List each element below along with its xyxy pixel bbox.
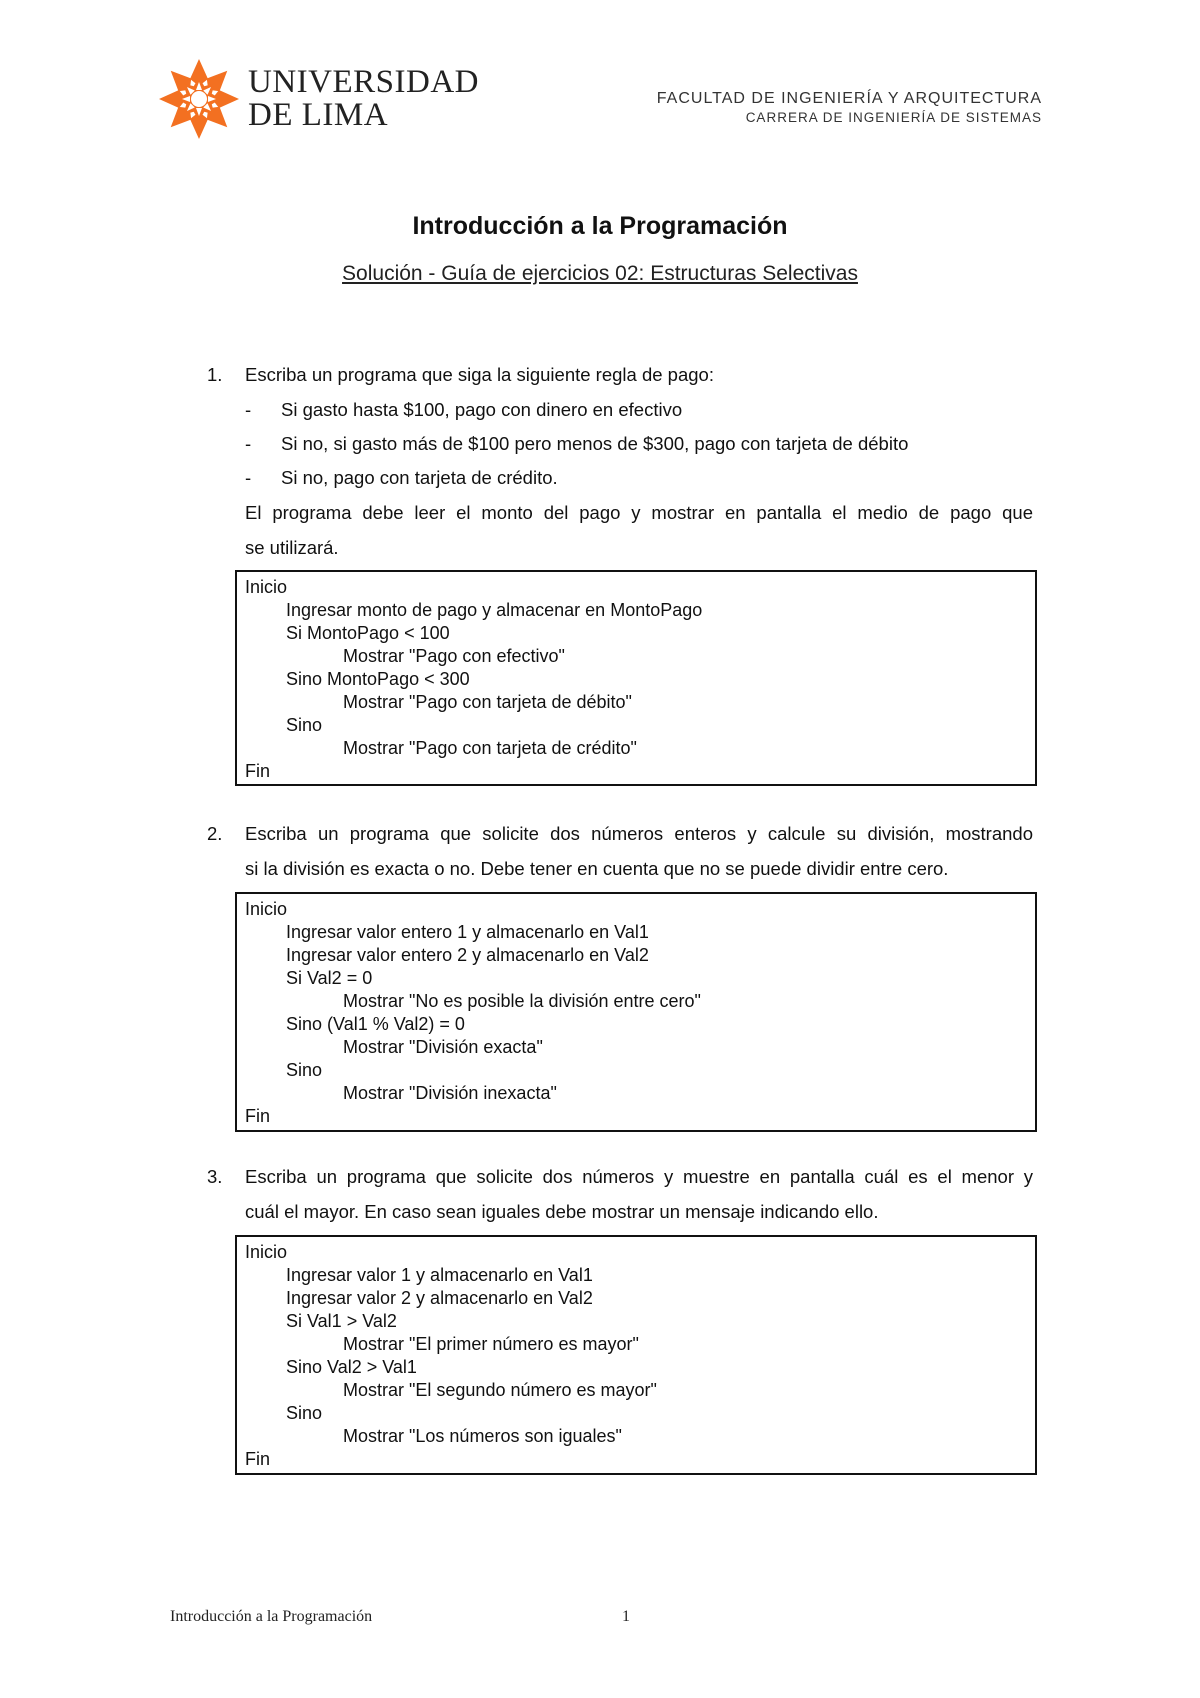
- document-title: Introducción a la Programación: [412, 212, 788, 240]
- exercise-number: 1.: [207, 364, 223, 385]
- pseudocode-box: [235, 570, 1037, 786]
- exercise-text-line: Escriba un programa que solicite dos números enteros y calcule su división, mostrando: [245, 823, 1033, 844]
- bullet-item: Si no, si gasto más de $100 pero menos de $300, pago con tarjeta de débito: [281, 433, 909, 454]
- logo-line-2: DE LIMA: [248, 97, 389, 133]
- code-line: Ingresar valor entero 1 y almacenarlo en Val1: [286, 922, 649, 942]
- bullet-item: Si gasto hasta $100, pago con dinero en efectivo: [281, 399, 683, 420]
- code-line: Inicio: [245, 577, 288, 597]
- code-line: Mostrar "El primer número es mayor": [343, 1334, 639, 1354]
- code-line: Ingresar valor 2 y almacenarlo en Val2: [286, 1288, 593, 1308]
- code-line: Mostrar "División inexacta": [343, 1083, 557, 1103]
- career-name: CARRERA DE INGENIERÍA DE SISTEMAS: [745, 110, 1042, 125]
- code-line: Inicio: [245, 899, 288, 919]
- page-header: [0, 0, 1200, 150]
- exercise-text-line: Escriba un programa que solicite dos números y muestre en pantalla cuál es el menor y: [245, 1166, 1033, 1187]
- code-line: Mostrar "El segundo número es mayor": [343, 1380, 657, 1400]
- pseudocode-box: [235, 1235, 1037, 1475]
- code-line: Fin: [245, 1106, 271, 1126]
- bullet-dash: -: [245, 467, 252, 488]
- exercise-number: 2.: [207, 823, 223, 844]
- bullet-item: Si no, pago con tarjeta de crédito.: [281, 467, 558, 488]
- exercise-closing-line: se utilizará.: [245, 537, 339, 558]
- code-line: Si Val1 > Val2: [286, 1311, 397, 1331]
- faculty-block: [657, 88, 1042, 127]
- university-name: [248, 66, 479, 132]
- footer-page-number: 1: [622, 1608, 630, 1625]
- code-line: Mostrar "Los números son iguales": [343, 1426, 622, 1446]
- exercise-number: 3.: [207, 1166, 223, 1187]
- code-line: Si MontoPago < 100: [286, 623, 450, 643]
- code-line: Ingresar valor entero 2 y almacenarlo en Val2: [286, 945, 649, 965]
- code-line: Ingresar valor 1 y almacenarlo en Val1: [286, 1265, 593, 1285]
- code-line: Mostrar "Pago con tarjeta de crédito": [343, 738, 637, 758]
- university-logo-icon: [158, 58, 240, 140]
- code-line: Mostrar "Pago con tarjeta de débito": [343, 692, 632, 712]
- code-line: Mostrar "División exacta": [343, 1037, 543, 1057]
- code-line: Sino Val2 > Val1: [286, 1357, 417, 1377]
- code-line: Fin: [245, 761, 271, 781]
- exercise-text-line: cuál el mayor. En caso sean iguales debe mostrar un mensaje indicando ello.: [245, 1201, 879, 1222]
- code-line: Si Val2 = 0: [286, 968, 373, 988]
- code-line: Sino: [286, 1403, 323, 1423]
- code-line: Mostrar "Pago con efectivo": [343, 646, 565, 666]
- code-line: Ingresar monto de pago y almacenar en MontoPago: [286, 600, 703, 620]
- document-subtitle: Solución - Guía de ejercicios 02: Estructuras Selectivas: [342, 262, 858, 285]
- faculty-name: FACULTAD DE INGENIERÍA Y ARQUITECTURA: [656, 90, 1042, 107]
- exercise-text-line: si la división es exacta o no. Debe tener en cuenta que no se puede dividir entre cero.: [245, 858, 949, 879]
- code-line: Sino: [286, 715, 323, 735]
- code-line: Sino (Val1 % Val2) = 0: [286, 1014, 465, 1034]
- code-line: Fin: [245, 1449, 271, 1469]
- pseudocode-box: [235, 892, 1037, 1132]
- code-line: Sino: [286, 1060, 323, 1080]
- bullet-dash: -: [245, 399, 252, 420]
- exercise-closing-line: El programa debe leer el monto del pago y mostrar en pantalla el medio de pago que: [245, 502, 1033, 523]
- footer-course-name: Introducción a la Programación: [170, 1608, 373, 1625]
- code-line: Sino MontoPago < 300: [286, 669, 470, 689]
- bullet-dash: -: [245, 433, 252, 454]
- exercise-intro: Escriba un programa que siga la siguiente regla de pago:: [245, 364, 714, 385]
- logo-line-1: UNIVERSIDAD: [248, 64, 479, 100]
- code-line: Mostrar "No es posible la división entre cero": [343, 991, 701, 1011]
- code-line: Inicio: [245, 1242, 288, 1262]
